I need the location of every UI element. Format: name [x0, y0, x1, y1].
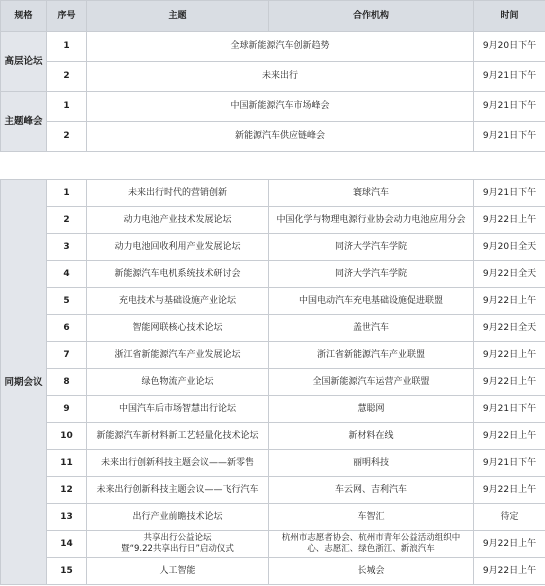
partner-cell: 长城会	[269, 558, 474, 585]
seq-cell: 1	[47, 92, 87, 122]
topic-cell: 智能网联核心技术论坛	[87, 315, 269, 342]
topic-cell: 浙江省新能源汽车产业发展论坛	[87, 342, 269, 369]
partner-cell	[269, 531, 474, 558]
time-cell: 9月22日上午	[474, 558, 545, 585]
partner-cell: 丽明科技	[269, 450, 474, 477]
partner-cell: 浙江省新能源汽车产业联盟	[269, 342, 474, 369]
topic-line: 共享出行公益论坛	[143, 533, 212, 543]
partner-line: 心、志愿汇、绿色浙江、新浪汽车	[307, 544, 435, 554]
seq-cell: 8	[47, 369, 87, 396]
table-row	[1, 531, 545, 558]
time-cell: 9月20日全天	[474, 234, 545, 261]
time-cell: 9月22日全天	[474, 261, 545, 288]
time-cell: 9月22日上午	[474, 288, 545, 315]
table-row	[1, 180, 545, 207]
partner-cell: 慧聪网	[269, 396, 474, 423]
topic-cell: 出行产业前瞻技术论坛	[87, 504, 269, 531]
table-row	[1, 504, 545, 531]
partner-cell: 盖世汽车	[269, 315, 474, 342]
table-row	[1, 261, 545, 288]
time-cell: 9月21日下午	[474, 122, 545, 152]
partner-cell: 新材料在线	[269, 423, 474, 450]
topic-cell: 动力电池产业技术发展论坛	[87, 207, 269, 234]
topic-cell: 新能源汽车新材料新工艺轻量化技术论坛	[87, 423, 269, 450]
partner-cell: 同济大学汽车学院	[269, 261, 474, 288]
topic-cell: 中国新能源汽车市场峰会	[87, 92, 474, 122]
partner-cell: 车智汇	[269, 504, 474, 531]
category-cell: 同期会议	[1, 180, 47, 585]
topic-cell: 绿色物流产业论坛	[87, 369, 269, 396]
topic-cell: 未来出行创新科技主题会议——飞行汽车	[87, 477, 269, 504]
topic-cell: 新能源汽车供应链峰会	[87, 122, 474, 152]
spacer-row	[1, 152, 545, 180]
seq-cell: 10	[47, 423, 87, 450]
topic-cell: 中国汽车后市场智慧出行论坛	[87, 396, 269, 423]
table-row	[1, 423, 545, 450]
category-cell: 主题峰会	[1, 92, 47, 152]
seq-cell: 1	[47, 32, 87, 62]
partner-line: 杭州市志愿者协会、杭州市青年公益活动组织中	[281, 533, 461, 543]
seq-cell: 7	[47, 342, 87, 369]
table-row	[1, 32, 545, 62]
table-row	[1, 122, 545, 152]
table-row	[1, 396, 545, 423]
partner-cell: 寰球汽车	[269, 180, 474, 207]
table-row	[1, 450, 545, 477]
seq-cell: 11	[47, 450, 87, 477]
partner-cell: 中国电动汽车充电基础设施促进联盟	[269, 288, 474, 315]
seq-cell: 5	[47, 288, 87, 315]
time-cell: 9月22日上午	[474, 369, 545, 396]
seq-cell: 2	[47, 207, 87, 234]
table-row	[1, 342, 545, 369]
partner-cell: 同济大学汽车学院	[269, 234, 474, 261]
seq-cell: 2	[47, 62, 87, 92]
time-cell: 9月22日上午	[474, 342, 545, 369]
seq-cell: 9	[47, 396, 87, 423]
category-cell: 高层论坛	[1, 32, 47, 92]
topic-cell	[87, 531, 269, 558]
time-cell: 待定	[474, 504, 545, 531]
spacer-cell	[1, 152, 545, 180]
time-cell: 9月22日上午	[474, 423, 545, 450]
topic-cell: 新能源汽车电机系统技术研讨会	[87, 261, 269, 288]
table-row	[1, 92, 545, 122]
partner-cell: 车云网、吉利汽车	[269, 477, 474, 504]
table-row	[1, 477, 545, 504]
time-cell: 9月21日下午	[474, 62, 545, 92]
header-seq: 序号	[47, 1, 87, 32]
time-cell: 9月22日上午	[474, 207, 545, 234]
table-row	[1, 558, 545, 585]
seq-cell: 1	[47, 180, 87, 207]
seq-cell: 6	[47, 315, 87, 342]
time-cell: 9月22日全天	[474, 315, 545, 342]
time-cell: 9月22日上午	[474, 531, 545, 558]
topic-cell: 未来出行	[87, 62, 474, 92]
time-cell: 9月22日上午	[474, 477, 545, 504]
seq-cell: 15	[47, 558, 87, 585]
header-topic: 主题	[87, 1, 269, 32]
table-row	[1, 288, 545, 315]
header-row	[1, 1, 545, 32]
time-cell: 9月21日下午	[474, 396, 545, 423]
time-cell: 9月20日下午	[474, 32, 545, 62]
header-category: 规格	[1, 1, 47, 32]
table-row	[1, 369, 545, 396]
seq-cell: 2	[47, 122, 87, 152]
table-row	[1, 234, 545, 261]
table-row	[1, 207, 545, 234]
topic-line: 暨“9.22共享出行日”启动仪式	[121, 544, 234, 554]
header-partner: 合作机构	[269, 1, 474, 32]
seq-cell: 14	[47, 531, 87, 558]
topic-cell: 全球新能源汽车创新趋势	[87, 32, 474, 62]
time-cell: 9月21日下午	[474, 450, 545, 477]
time-cell: 9月21日下午	[474, 180, 545, 207]
time-cell: 9月21日下午	[474, 92, 545, 122]
partner-cell: 全国新能源汽车运营产业联盟	[269, 369, 474, 396]
seq-cell: 4	[47, 261, 87, 288]
table-row	[1, 62, 545, 92]
partner-cell: 中国化学与物理电源行业协会动力电池应用分会	[269, 207, 474, 234]
topic-cell: 未来出行时代的营销创新	[87, 180, 269, 207]
topic-cell: 未来出行创新科技主题会议——新零售	[87, 450, 269, 477]
topic-cell: 动力电池回收利用产业发展论坛	[87, 234, 269, 261]
table-row	[1, 315, 545, 342]
topic-cell: 充电技术与基础设施产业论坛	[87, 288, 269, 315]
seq-cell: 13	[47, 504, 87, 531]
seq-cell: 3	[47, 234, 87, 261]
topic-cell: 人工智能	[87, 558, 269, 585]
seq-cell: 12	[47, 477, 87, 504]
header-time: 时间	[474, 1, 545, 32]
